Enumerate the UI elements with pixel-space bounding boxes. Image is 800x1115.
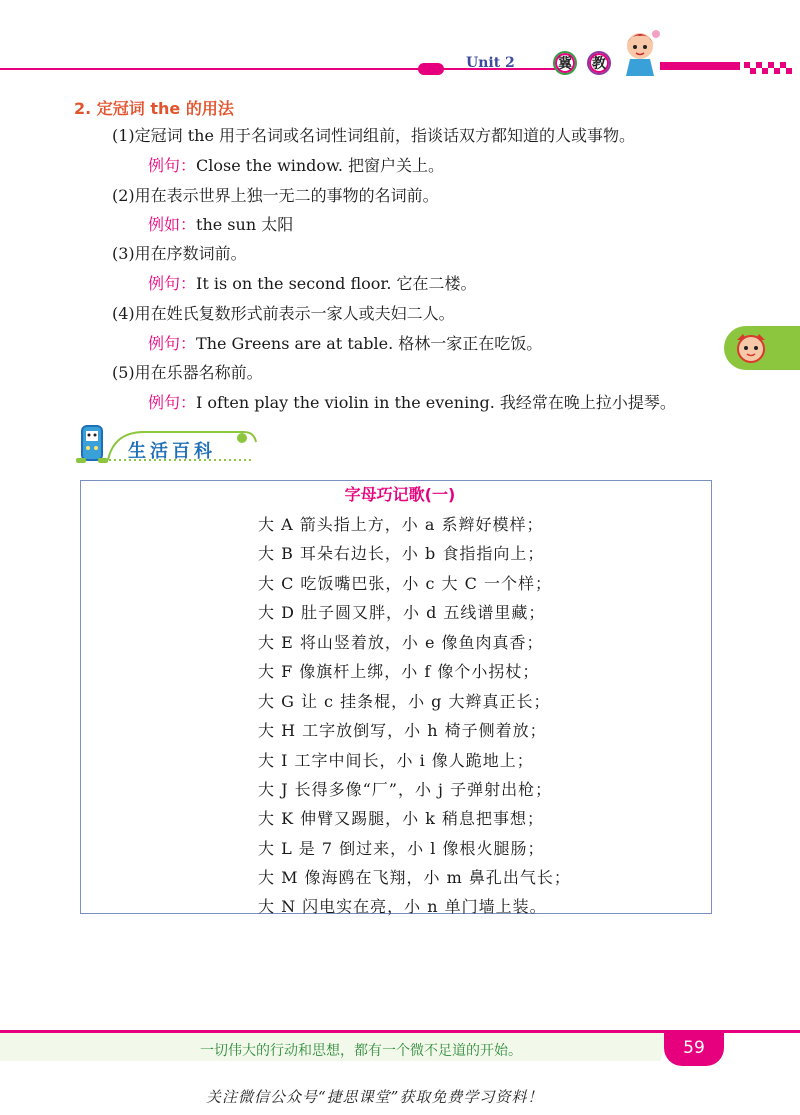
header-decoration bbox=[418, 63, 444, 75]
life-title: 生活百科 bbox=[128, 441, 216, 462]
rule-3: (3)用在序数词前。 bbox=[112, 244, 247, 263]
poem-line: 大 B 耳朵右边长，小 b 食指指向上； bbox=[258, 544, 545, 563]
example-4 bbox=[148, 334, 542, 354]
example-text: The Greens are at table. 格林一家正在吃饭。 bbox=[196, 334, 543, 353]
edition-badge: 教 bbox=[587, 51, 611, 75]
poem-line: 大 N 闪电实在亮，小 n 单门墙上装。 bbox=[258, 897, 547, 916]
poem-line: 大 H 工字放倒写，小 h 椅子侧着放； bbox=[258, 721, 547, 740]
example-label: 例句： bbox=[148, 156, 197, 175]
example-text: Close the window. 把窗户关上。 bbox=[196, 156, 445, 175]
footer-quote: 一切伟大的行动和思想，都有一个微不足道的开始。 bbox=[200, 1043, 522, 1059]
poem-line: 大 E 将山竖着放，小 e 像鱼肉真香； bbox=[258, 633, 544, 652]
cartoon-girl-icon bbox=[618, 26, 664, 78]
poem-line: 大 J 长得多像“厂”，小 j 子弹射出枪； bbox=[258, 780, 553, 799]
watermark-text: 关注微信公众号“捷思课堂”获取免费学习资料！ bbox=[206, 1088, 544, 1106]
example-label: 例如： bbox=[148, 215, 197, 234]
example-2 bbox=[148, 215, 293, 235]
example-text: It is on the second floor. 它在二楼。 bbox=[196, 274, 477, 293]
rule-2: (2)用在表示世界上独一无二的事物的名词前。 bbox=[112, 186, 439, 205]
example-label: 例句： bbox=[148, 274, 197, 293]
checker-decoration bbox=[660, 60, 800, 80]
rule-1: (1)定冠词 the 用于名词或名词性词组前，指谈话双方都知道的人或事物。 bbox=[112, 126, 636, 145]
example-label: 例句： bbox=[148, 334, 197, 353]
example-text: I often play the violin in the evening. 我经常在晚上拉小提琴。 bbox=[196, 393, 676, 412]
poem-line: 大 F 像旗杆上绑，小 f 像个小拐杖； bbox=[258, 662, 540, 681]
example-5 bbox=[148, 393, 676, 413]
page-number: 59 bbox=[683, 1038, 705, 1058]
page-header bbox=[0, 0, 800, 90]
rule-4: (4)用在姓氏复数形式前表示一家人或夫妇二人。 bbox=[112, 304, 455, 323]
rule-5: (5)用在乐器名称前。 bbox=[112, 363, 263, 382]
section-title: 2. 定冠词 the 的用法 bbox=[74, 99, 234, 118]
box-title: 字母巧记歌(一) bbox=[344, 485, 456, 504]
example-text: the sun 太阳 bbox=[196, 215, 294, 234]
example-1 bbox=[148, 156, 444, 176]
example-label: 例句： bbox=[148, 393, 197, 412]
poem-line: 大 M 像海鸥在飞翔，小 m 鼻孔出气长； bbox=[258, 868, 571, 887]
poem-line: 大 L 是 7 倒过来，小 l 像根火腿肠； bbox=[258, 839, 545, 858]
province-badge: 冀 bbox=[553, 51, 577, 75]
cartoon-face-icon bbox=[734, 332, 768, 364]
poem-line: 大 C 吃饭嘴巴张，小 c 大 C 一个样； bbox=[258, 574, 552, 593]
poem-line: 大 G 让 c 挂条棍，小 g 大辫真正长； bbox=[258, 692, 551, 711]
poem-line: 大 A 箭头指上方，小 a 系辫好模样； bbox=[258, 515, 544, 534]
example-3 bbox=[148, 274, 477, 294]
poem-line: 大 I 工字中间长，小 i 像人跪地上； bbox=[258, 751, 534, 770]
poem-line: 大 K 伸臂又踢腿，小 k 稍息把事想； bbox=[258, 809, 544, 828]
poem-line: 大 D 肚子圆又胖，小 d 五线谱里藏； bbox=[258, 603, 546, 622]
unit-label: Unit 2 bbox=[466, 55, 515, 71]
